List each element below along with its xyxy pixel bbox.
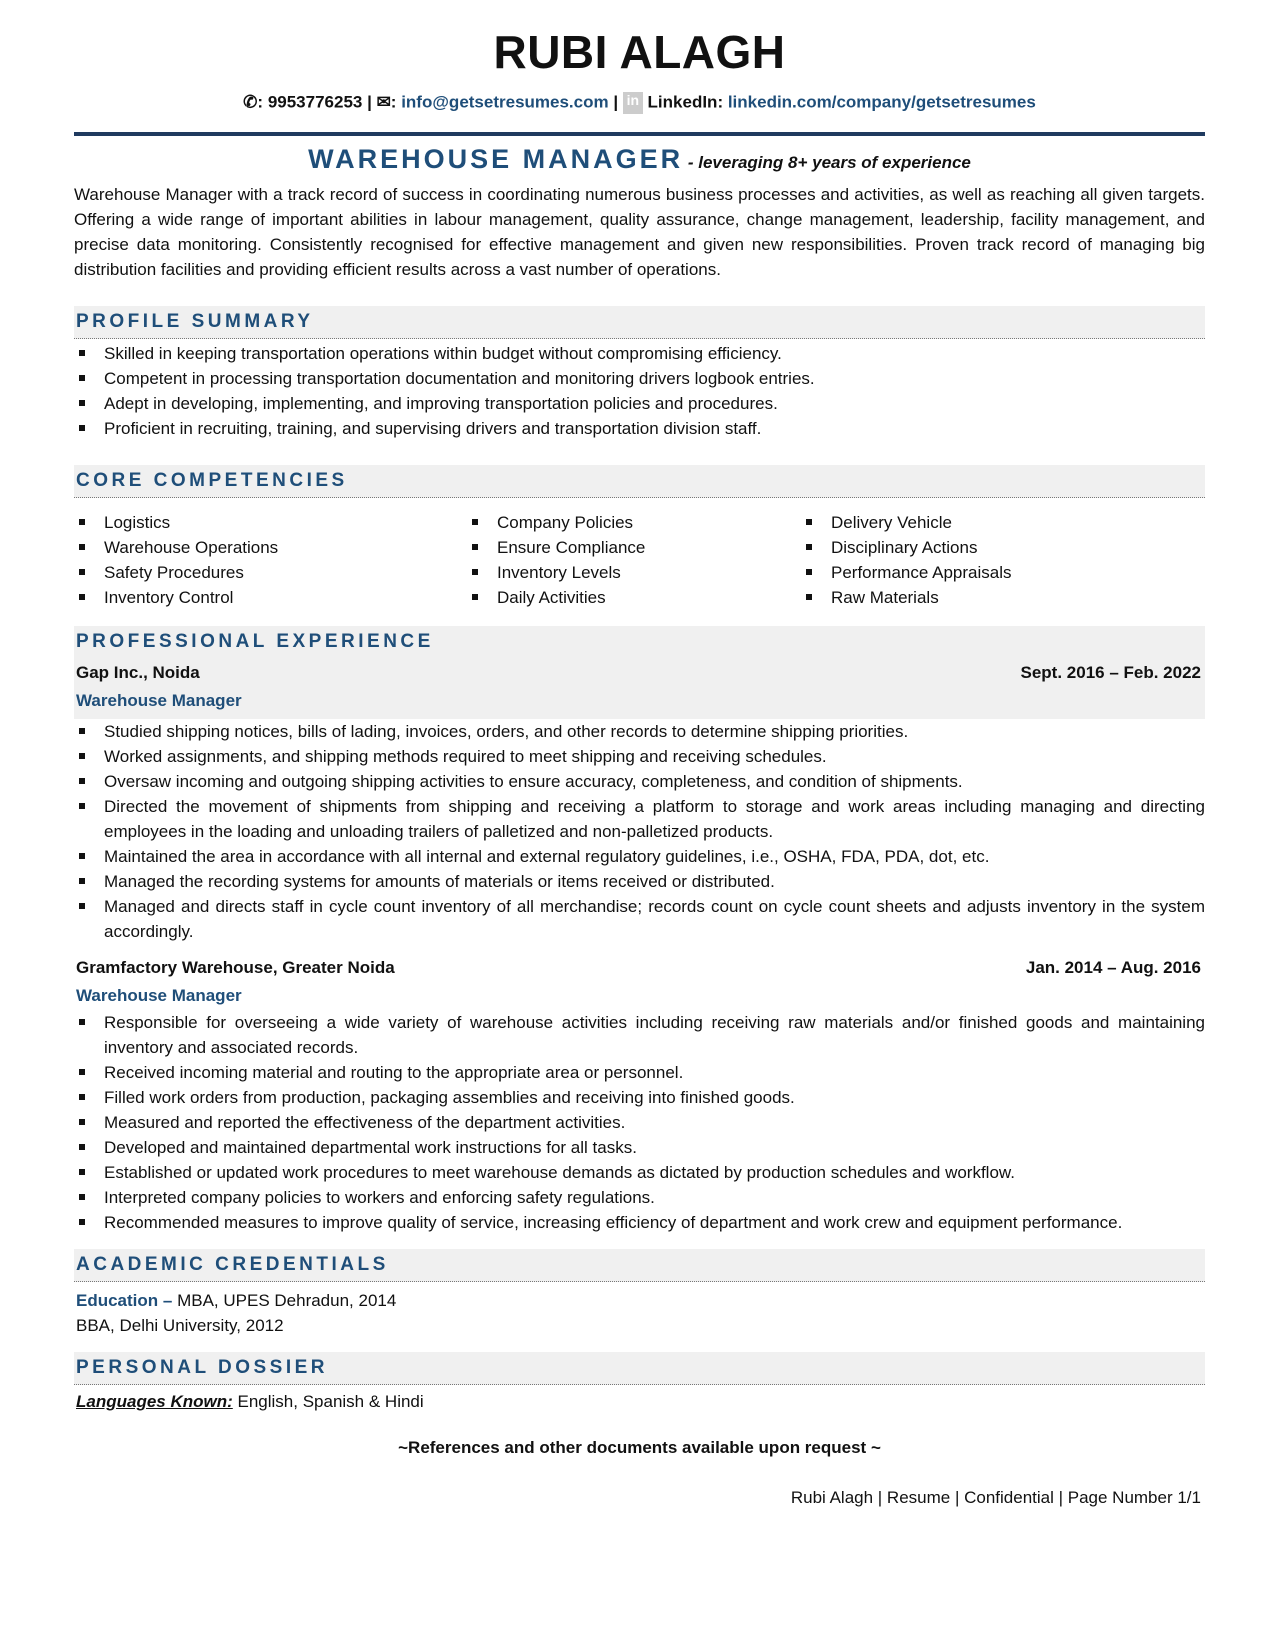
competency-item: Delivery Vehicle bbox=[801, 510, 1205, 535]
education bbox=[74, 1288, 1205, 1338]
title-role: WAREHOUSE MANAGER bbox=[308, 144, 684, 174]
resume-page bbox=[74, 0, 1205, 1508]
references-note: ~References and other documents available upon request ~ bbox=[398, 1438, 881, 1457]
profile-summary-heading: PROFILE SUMMARY bbox=[74, 306, 1205, 339]
summary-paragraph: Warehouse Manager with a track record of success in coordinating numerous business processes and activities, as well as reaching all given targets. Offering a wide range of important abilities in labour management, quality assurance, change management, leadership, facility management, and precise data monitoring. Consistently recognised for effective management and given new responsibilities. Proven track record of managing big distribution facilities and providing efficient results across a vast number of operations. bbox=[74, 185, 1205, 279]
list-item: Managed the recording systems for amounts of materials or items received or distributed. bbox=[74, 869, 1205, 894]
dates: Jan. 2014 – Aug. 2016 bbox=[1025, 958, 1201, 977]
competencies-grid bbox=[74, 510, 1205, 610]
job-title bbox=[74, 144, 1205, 174]
list-item: Recommended measures to improve quality of service, increasing efficiency of department and work crew and equipment performance. bbox=[74, 1210, 1205, 1235]
list-item: Interpreted company policies to workers and enforcing safety regulations. bbox=[74, 1185, 1205, 1210]
list-item: Skilled in keeping transportation operations within budget without compromising efficiency. bbox=[74, 341, 1205, 366]
core-competencies-heading: CORE COMPETENCIES bbox=[74, 465, 1205, 498]
candidate-name: RUBI ALAGH bbox=[493, 26, 786, 78]
competency-item: Inventory Levels bbox=[467, 560, 801, 585]
competency-item: Safety Procedures bbox=[74, 560, 467, 585]
list-item: Adept in developing, implementing, and improving transportation policies and procedures. bbox=[74, 391, 1205, 416]
email-icon: ✉: bbox=[376, 92, 402, 112]
competency-item: Performance Appraisals bbox=[801, 560, 1205, 585]
competency-item: Company Policies bbox=[467, 510, 801, 535]
list-item: Measured and reported the effectiveness of the department activities. bbox=[74, 1110, 1205, 1135]
competency-item: Inventory Control bbox=[74, 585, 467, 610]
list-item: Filled work orders from production, packaging assemblies and receiving into finished goods. bbox=[74, 1085, 1205, 1110]
competency-column bbox=[801, 510, 1205, 610]
competency-item: Disciplinary Actions bbox=[801, 535, 1205, 560]
academic-heading: ACADEMIC CREDENTIALS bbox=[74, 1249, 1205, 1282]
degree: MBA, UPES Dehradun, 2014 bbox=[172, 1291, 397, 1310]
competency-item: Ensure Compliance bbox=[467, 535, 801, 560]
personal-dossier-heading: PERSONAL DOSSIER bbox=[74, 1352, 1205, 1385]
job-header bbox=[74, 954, 1205, 1010]
languages bbox=[74, 1389, 1205, 1414]
company: Gramfactory Warehouse, Greater Noida bbox=[76, 958, 395, 977]
separator: | bbox=[608, 92, 623, 112]
competency-item: Logistics bbox=[74, 510, 467, 535]
email-link[interactable]: info@getsetresumes.com bbox=[401, 92, 609, 112]
job-header bbox=[74, 659, 1205, 719]
page-footer: Rubi Alagh | Resume | Confidential | Page Number 1/1 bbox=[790, 1488, 1201, 1507]
profile-summary-list bbox=[74, 341, 1205, 441]
competency-item: Warehouse Operations bbox=[74, 535, 467, 560]
header-rule bbox=[74, 132, 1205, 136]
list-item: Maintained the area in accordance with all internal and external regulatory guidelines, i.e., OSHA, FDA, PDA, dot, etc. bbox=[74, 844, 1205, 869]
competency-item: Daily Activities bbox=[467, 585, 801, 610]
role: Warehouse Manager bbox=[76, 691, 242, 710]
company: Gap Inc., Noida bbox=[76, 663, 200, 682]
list-item: Established or updated work procedures to meet warehouse demands as dictated by production schedules and workflow. bbox=[74, 1160, 1205, 1185]
list-item: Worked assignments, and shipping methods required to meet shipping and receiving schedules. bbox=[74, 744, 1205, 769]
job-duties bbox=[74, 719, 1205, 944]
list-item: Oversaw incoming and outgoing shipping activities to ensure accuracy, completeness, and condition of shipments. bbox=[74, 769, 1205, 794]
list-item: Received incoming material and routing to the appropriate area or personnel. bbox=[74, 1060, 1205, 1085]
languages-label: Languages Known: bbox=[76, 1392, 233, 1411]
education-label: Education – bbox=[76, 1291, 173, 1310]
professional-experience-heading: PROFESSIONAL EXPERIENCE bbox=[74, 626, 1205, 659]
linkedin-label: LinkedIn: bbox=[642, 92, 728, 112]
languages-value: English, Spanish & Hindi bbox=[232, 1392, 424, 1411]
list-item: Competent in processing transportation documentation and monitoring drivers logbook entries. bbox=[74, 366, 1205, 391]
list-item: Managed and directs staff in cycle count inventory of all merchandise; records count on cycle count sheets and adjusts inventory in the system accordingly. bbox=[74, 894, 1205, 944]
phone-icon: ✆: bbox=[243, 92, 268, 112]
list-item: Developed and maintained departmental work instructions for all tasks. bbox=[74, 1135, 1205, 1160]
separator: | bbox=[362, 92, 377, 112]
competency-item: Raw Materials bbox=[801, 585, 1205, 610]
linkedin-link[interactable]: linkedin.com/company/getsetresumes bbox=[727, 92, 1036, 112]
list-item: Responsible for overseeing a wide variety of warehouse activities including receiving raw materials and/or finished goods and maintaining inventory and associated records. bbox=[74, 1010, 1205, 1060]
phone: 9953776253 bbox=[267, 92, 363, 112]
competency-column bbox=[74, 510, 467, 610]
competency-column bbox=[467, 510, 801, 610]
list-item: Directed the movement of shipments from shipping and receiving a platform to storage and work areas including managing and directing employees in the loading and unloading trailers of palletized and non-palletized products. bbox=[74, 794, 1205, 844]
linkedin-icon: in bbox=[623, 92, 643, 114]
list-item: Studied shipping notices, bills of lading, invoices, orders, and other records to determine shipping priorities. bbox=[74, 719, 1205, 744]
title-tagline: - leveraging 8+ years of experience bbox=[683, 153, 971, 172]
contact-line bbox=[74, 92, 1205, 116]
role: Warehouse Manager bbox=[76, 986, 242, 1005]
list-item: Proficient in recruiting, training, and supervising drivers and transportation division staff. bbox=[74, 416, 1205, 441]
dates: Sept. 2016 – Feb. 2022 bbox=[1020, 663, 1201, 682]
job-duties bbox=[74, 1010, 1205, 1235]
degree: BBA, Delhi University, 2012 bbox=[76, 1316, 284, 1335]
